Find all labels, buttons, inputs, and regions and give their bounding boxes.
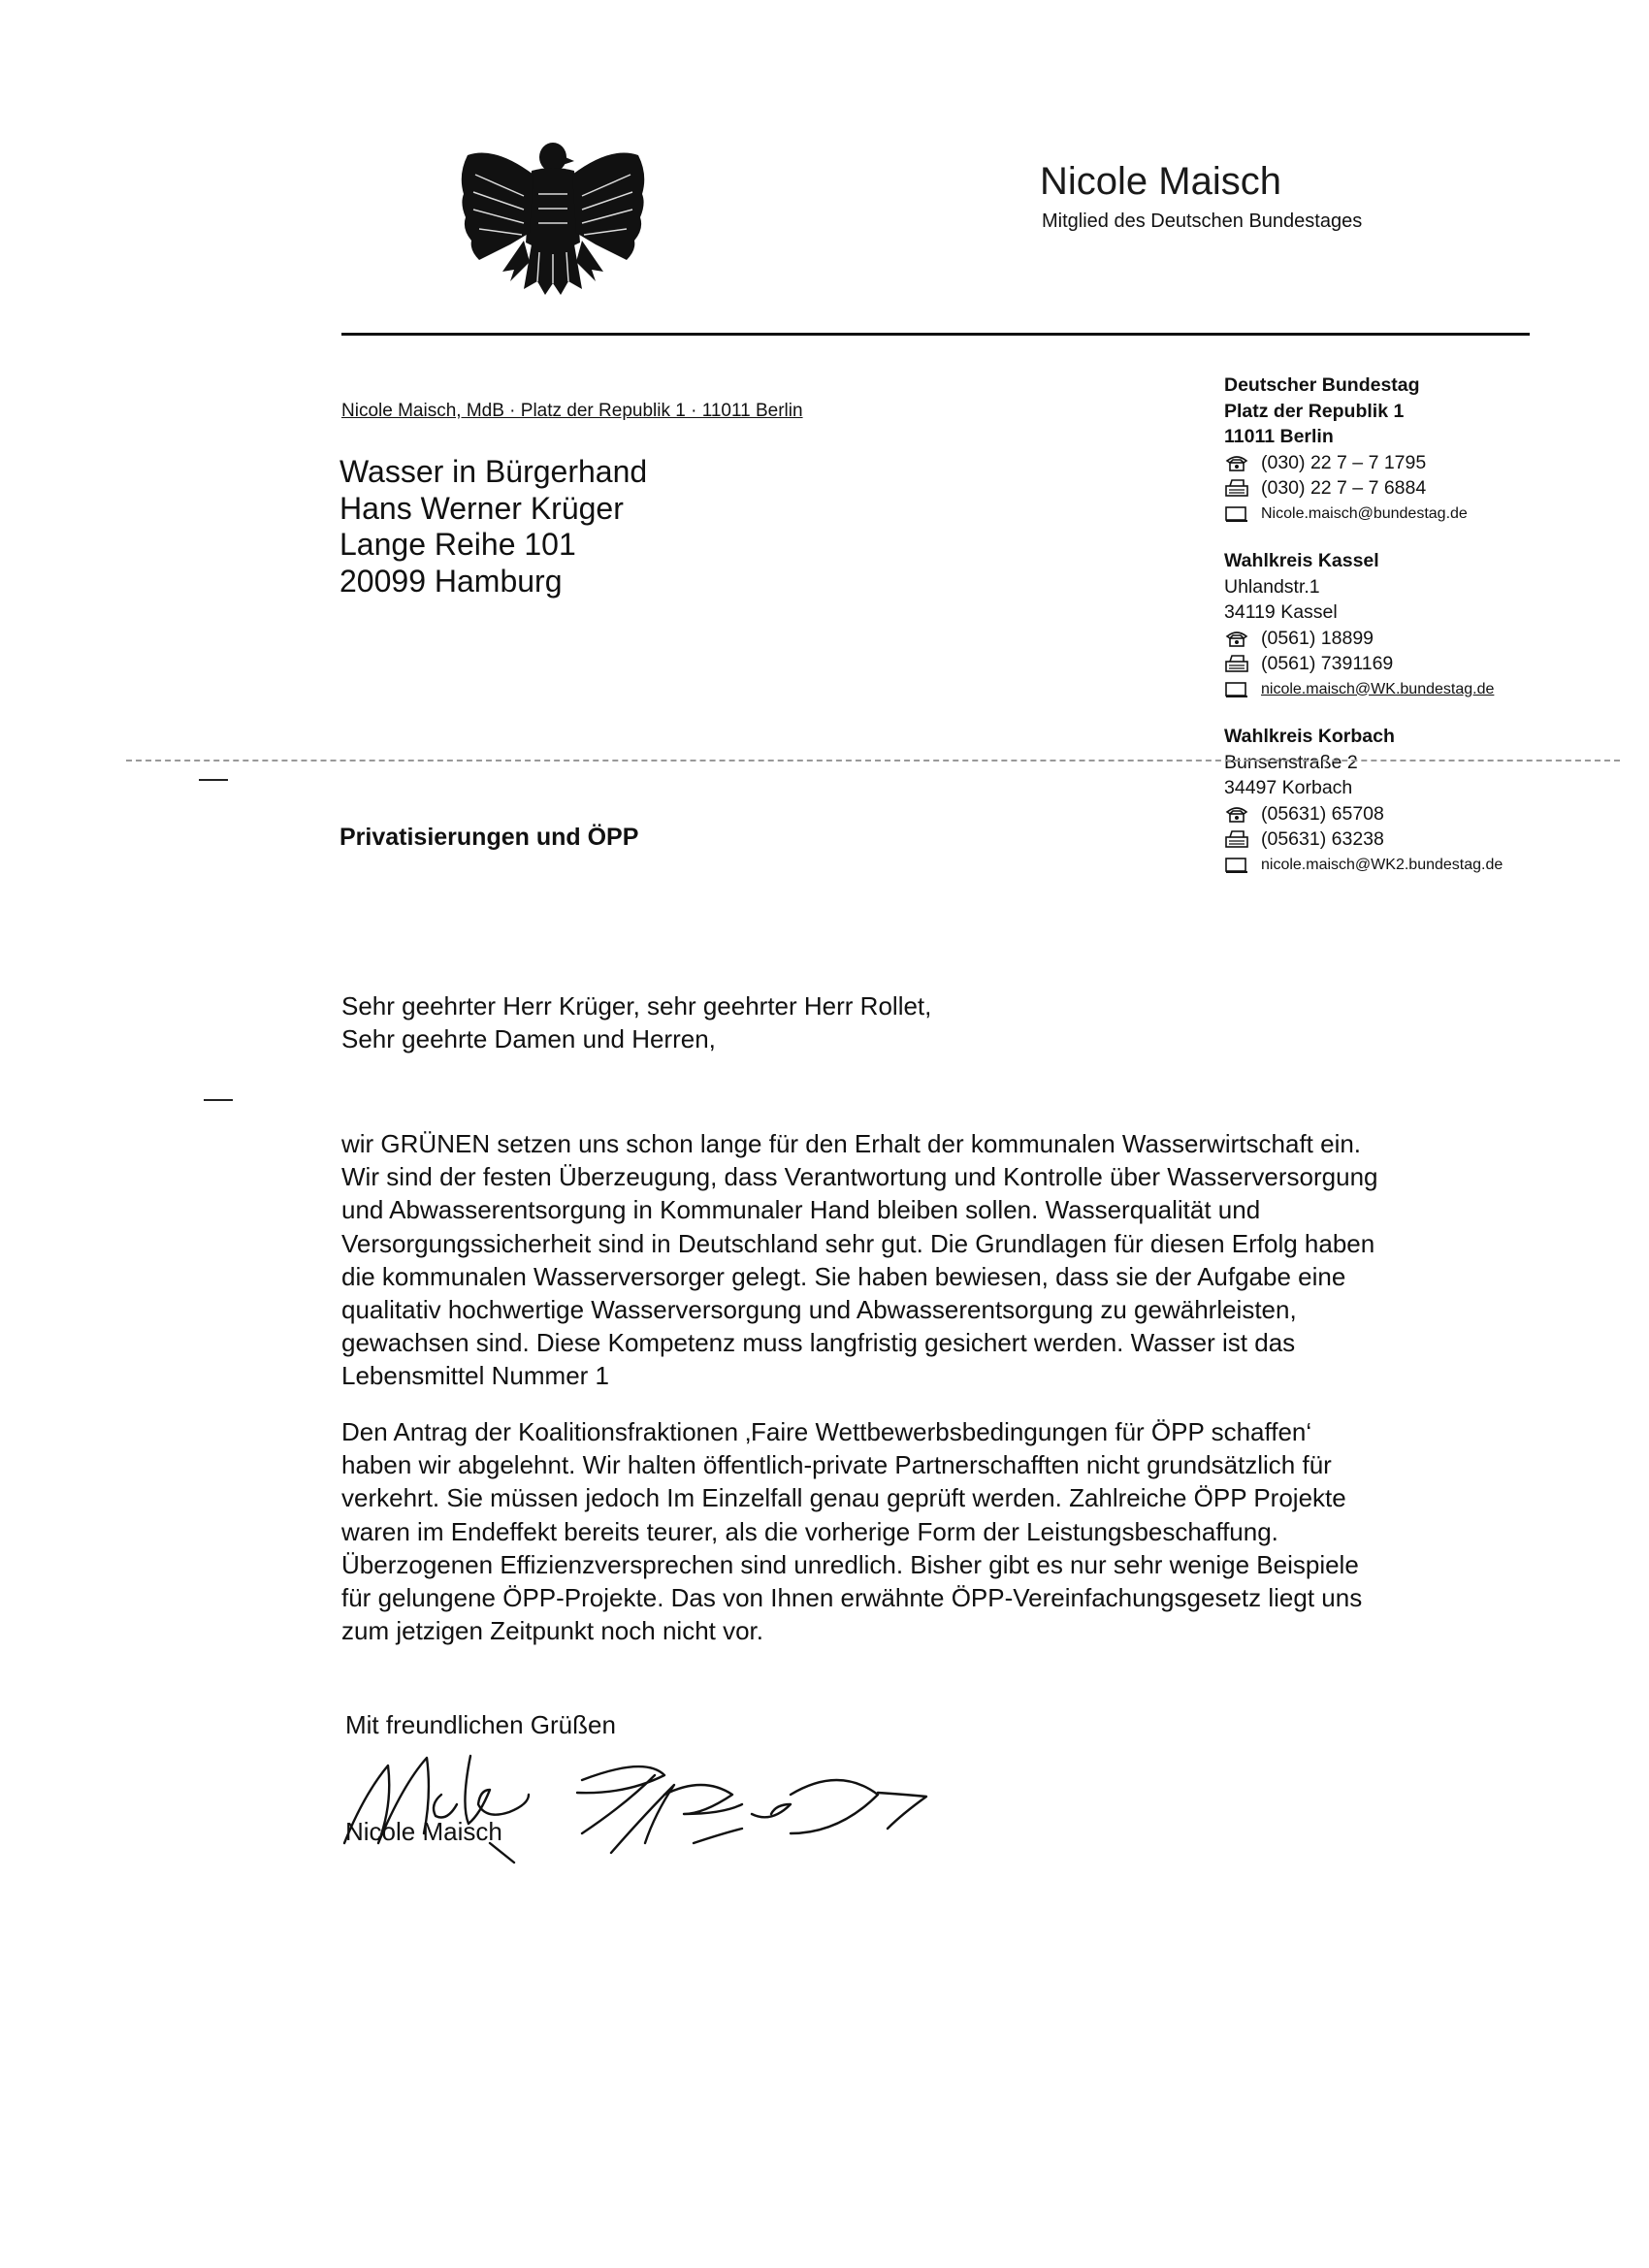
office-street: Uhlandstr.1: [1224, 575, 1320, 598]
email-icon: [1224, 680, 1249, 699]
telephone-icon: [1224, 629, 1249, 648]
body-line: Überzogenen Effizienzversprechen sind unredlich. Bisher gibt es nur sehr wenige Beispiele: [341, 1549, 1359, 1579]
email-address[interactable]: nicole.maisch@WK2.bundestag.de: [1261, 856, 1504, 873]
phone-number: (0561) 18899: [1261, 627, 1374, 649]
recipient-line: Hans Werner Krüger: [340, 490, 624, 526]
closing-phrase: Mit freundlichen Grüßen: [345, 1710, 616, 1739]
salutation-line: Sehr geehrter Herr Krüger, sehr geehrter Herr Rollet,: [341, 991, 932, 1021]
fold-line: [126, 760, 1620, 761]
fax-icon: [1224, 478, 1249, 498]
fax-number: (05631) 63238: [1261, 828, 1384, 850]
body-line: und Abwasserentsorgung in Kommunaler Hand bleiben sollen. Wasserqualität und: [341, 1195, 1261, 1225]
body-line: für gelungene ÖPP-Projekte. Das von Ihnen erwähnte ÖPP-Vereinfachungsgesetz liegt uns: [341, 1583, 1363, 1613]
return-address: Nicole Maisch, MdB · Platz der Republik 1 · 11011 Berlin: [341, 401, 803, 421]
office-city: 11011 Berlin: [1224, 426, 1334, 447]
office-phone-row: [1224, 450, 1612, 476]
office-city: 34497 Korbach: [1224, 777, 1353, 798]
office-phone-row: [1224, 626, 1612, 652]
salutation-line: Sehr geehrte Damen und Herren,: [341, 1024, 716, 1053]
letter-subject: Privatisierungen und ÖPP: [340, 824, 639, 851]
body-line: haben wir abgelehnt. Wir halten öffentlich-private Partnerschafften nicht grundsätzlich für: [341, 1450, 1332, 1480]
fold-mark: [199, 779, 228, 781]
fax-number: (0561) 7391169: [1261, 653, 1394, 674]
body-line: waren im Endeffekt bereits teurer, als die vorherige Form der Leistungsbeschaffung.: [341, 1516, 1278, 1546]
sender-name: Nicole Maisch: [1040, 160, 1281, 203]
fax-number: (030) 22 7 – 7 6884: [1261, 477, 1427, 499]
federal-eagle-icon: [456, 136, 650, 301]
body-line: Den Antrag der Koalitionsfraktionen ‚Faire Wettbewerbsbedingungen für ÖPP schaffen‘: [341, 1417, 1312, 1446]
email-address[interactable]: nicole.maisch@WK.bundestag.de: [1261, 680, 1495, 697]
office-title: Deutscher Bundestag: [1224, 374, 1420, 396]
telephone-icon: [1224, 453, 1249, 472]
signature-name: Nicole Maisch: [345, 1817, 502, 1846]
office-title: Wahlkreis Kassel: [1224, 550, 1379, 571]
office-street: Platz der Republik 1: [1224, 400, 1405, 422]
office-street: Bunsenstraße 2: [1224, 751, 1358, 773]
phone-number: (05631) 65708: [1261, 802, 1384, 825]
body-line: Lebensmittel Nummer 1: [341, 1361, 609, 1391]
office-title: Wahlkreis Korbach: [1224, 726, 1395, 747]
fax-icon: [1224, 829, 1249, 849]
email-icon: [1224, 856, 1249, 875]
body-line: qualitativ hochwertige Wasserversorgung und Abwasserentsorgung zu gewährleisten,: [341, 1295, 1297, 1325]
phone-number: (030) 22 7 – 7 1795: [1261, 451, 1427, 473]
body-paragraph-1: [341, 1127, 1554, 1393]
body-line: gewachsen sind. Diese Kompetenz muss langfristig gesichert werden. Wasser ist das: [341, 1328, 1296, 1358]
office-fax-row: [1224, 475, 1612, 502]
fax-icon: [1224, 654, 1249, 673]
recipient-line: Lange Reihe 101: [340, 527, 576, 562]
recipient-line: Wasser in Bürgerhand: [340, 454, 648, 489]
letterhead-divider: [341, 333, 1530, 336]
body-line: Wir sind der festen Überzeugung, dass Verantwortung und Kontrolle über Wasserversorgung: [341, 1162, 1378, 1192]
body-line: Versorgungssicherheit sind in Deutschland sehr gut. Die Grundlagen für diesen Erfolg haben: [341, 1228, 1375, 1258]
body-line: zum jetzigen Zeitpunkt noch nicht vor.: [341, 1616, 764, 1646]
body-line: die kommunalen Wasserversorger gelegt. Sie haben bewiesen, dass sie der Aufgabe eine: [341, 1261, 1346, 1291]
body-line: verkehrt. Sie müssen jedoch Im Einzelfall genau geprüft werden. Zahlreiche ÖPP Projekte: [341, 1483, 1346, 1513]
recipient-line: 20099 Hamburg: [340, 563, 563, 599]
recipient-address: [340, 454, 647, 599]
salutation: [341, 989, 931, 1055]
body-line: wir GRÜNEN setzen uns schon lange für den Erhalt der kommunalen Wasserwirtschaft ein.: [341, 1129, 1362, 1158]
office-email-row: [1224, 853, 1612, 879]
office-city: 34119 Kassel: [1224, 601, 1338, 623]
handwritten-signature: [335, 1736, 994, 1872]
office-fax-row: [1224, 826, 1612, 853]
office-fax-row: [1224, 651, 1612, 677]
telephone-icon: [1224, 804, 1249, 824]
punch-mark: [204, 1099, 233, 1101]
office-phone-row: [1224, 801, 1612, 827]
sender-role: Mitglied des Deutschen Bundestages: [1042, 211, 1363, 232]
contact-block-kassel: [1224, 548, 1612, 702]
email-icon: [1224, 504, 1249, 524]
office-email-row: [1224, 502, 1612, 528]
body-paragraph-2: [341, 1415, 1554, 1647]
email-address[interactable]: Nicole.maisch@bundestag.de: [1261, 504, 1468, 522]
office-email-row: [1224, 677, 1612, 703]
contact-block-korbach: [1224, 724, 1612, 878]
contact-block-berlin: [1224, 373, 1612, 527]
contact-column: [1224, 373, 1612, 878]
